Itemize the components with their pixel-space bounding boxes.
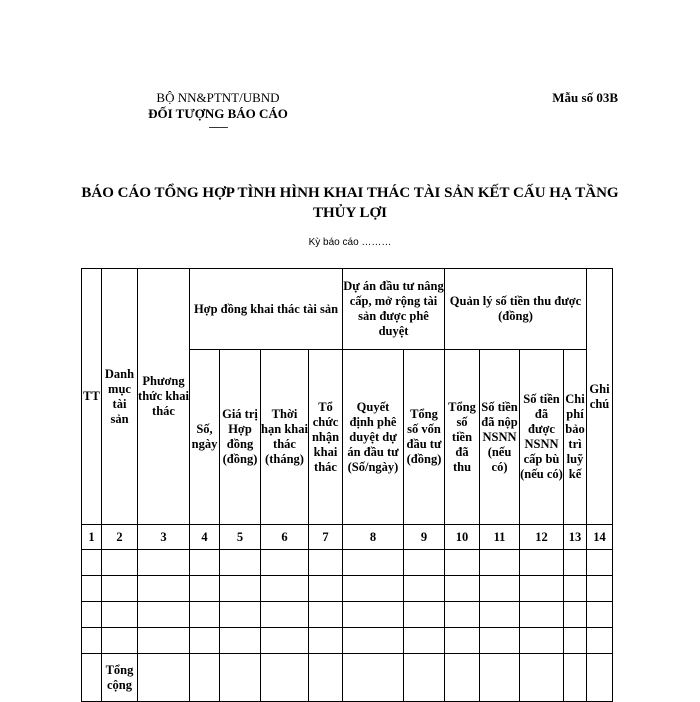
- total-label: Tổng cộng: [102, 654, 138, 702]
- separator: -------: [208, 121, 228, 133]
- sub-header: Giá trị Hợp đồng (đồng): [220, 350, 261, 525]
- sub-header: Tổng số vốn đầu tư (đồng): [404, 350, 445, 525]
- column-number: 5: [220, 525, 261, 550]
- table-row: [82, 628, 613, 654]
- column-number: 9: [404, 525, 445, 550]
- group-contract-header: Hợp đồng khai thác tài sản: [190, 269, 343, 350]
- report-table: [81, 268, 613, 702]
- sub-header: Số tiền đã nộp NSNN (nếu có): [480, 350, 520, 525]
- column-number: 4: [190, 525, 220, 550]
- group-money-header: Quản lý số tiền thu được (đồng): [445, 269, 587, 350]
- column-number: 14: [587, 525, 613, 550]
- report-title: BÁO CÁO TỔNG HỢP TÌNH HÌNH KHAI THÁC TÀI SẢN KẾT CẤU HẠ TẦNG THỦY LỢI: [81, 185, 619, 221]
- table-row: [82, 576, 613, 602]
- sub-header: Tổng số tiền đã thu: [445, 350, 480, 525]
- sub-header: Số tiền đã được NSNN cấp bù (nếu có): [520, 350, 564, 525]
- header-left: [128, 90, 308, 132]
- sub-header: Tổ chức nhận khai thác: [309, 350, 343, 525]
- table-row: [82, 602, 613, 628]
- column-number: 3: [138, 525, 190, 550]
- column-number: 7: [309, 525, 343, 550]
- form-number: Mẫu số 03B: [552, 90, 618, 105]
- column-number: 1: [82, 525, 102, 550]
- report-period: Kỳ báo cáo ………: [308, 237, 392, 248]
- column-number: 13: [564, 525, 587, 550]
- col-tt-header: TT: [82, 269, 102, 525]
- column-number: 10: [445, 525, 480, 550]
- total-row: [82, 654, 613, 702]
- column-number: 12: [520, 525, 564, 550]
- col-note-header: Ghi chú: [587, 269, 613, 525]
- sub-header: Chi phí bảo trì luỹ kế: [564, 350, 587, 525]
- group-project-header: Dự án đầu tư nâng cấp, mở rộng tài sản được phê duyệt: [343, 269, 445, 350]
- sub-header: Thời hạn khai thác (tháng): [261, 350, 309, 525]
- col-method-header: Phương thức khai thác: [138, 269, 190, 525]
- sub-header: Số, ngày: [190, 350, 220, 525]
- report-subject: ĐỐI TƯỢNG BÁO CÁO: [148, 106, 288, 121]
- col-asset-header: Danh mục tài sản: [102, 269, 138, 525]
- column-number: 2: [102, 525, 138, 550]
- column-number: 11: [480, 525, 520, 550]
- column-number: 6: [261, 525, 309, 550]
- table-row: [82, 550, 613, 576]
- agency-name: BỘ NN&PTNT/UBND: [156, 90, 280, 105]
- column-number: 8: [343, 525, 404, 550]
- sub-header: Quyết định phê duyệt dự án đầu tư (Số/ngày): [343, 350, 404, 525]
